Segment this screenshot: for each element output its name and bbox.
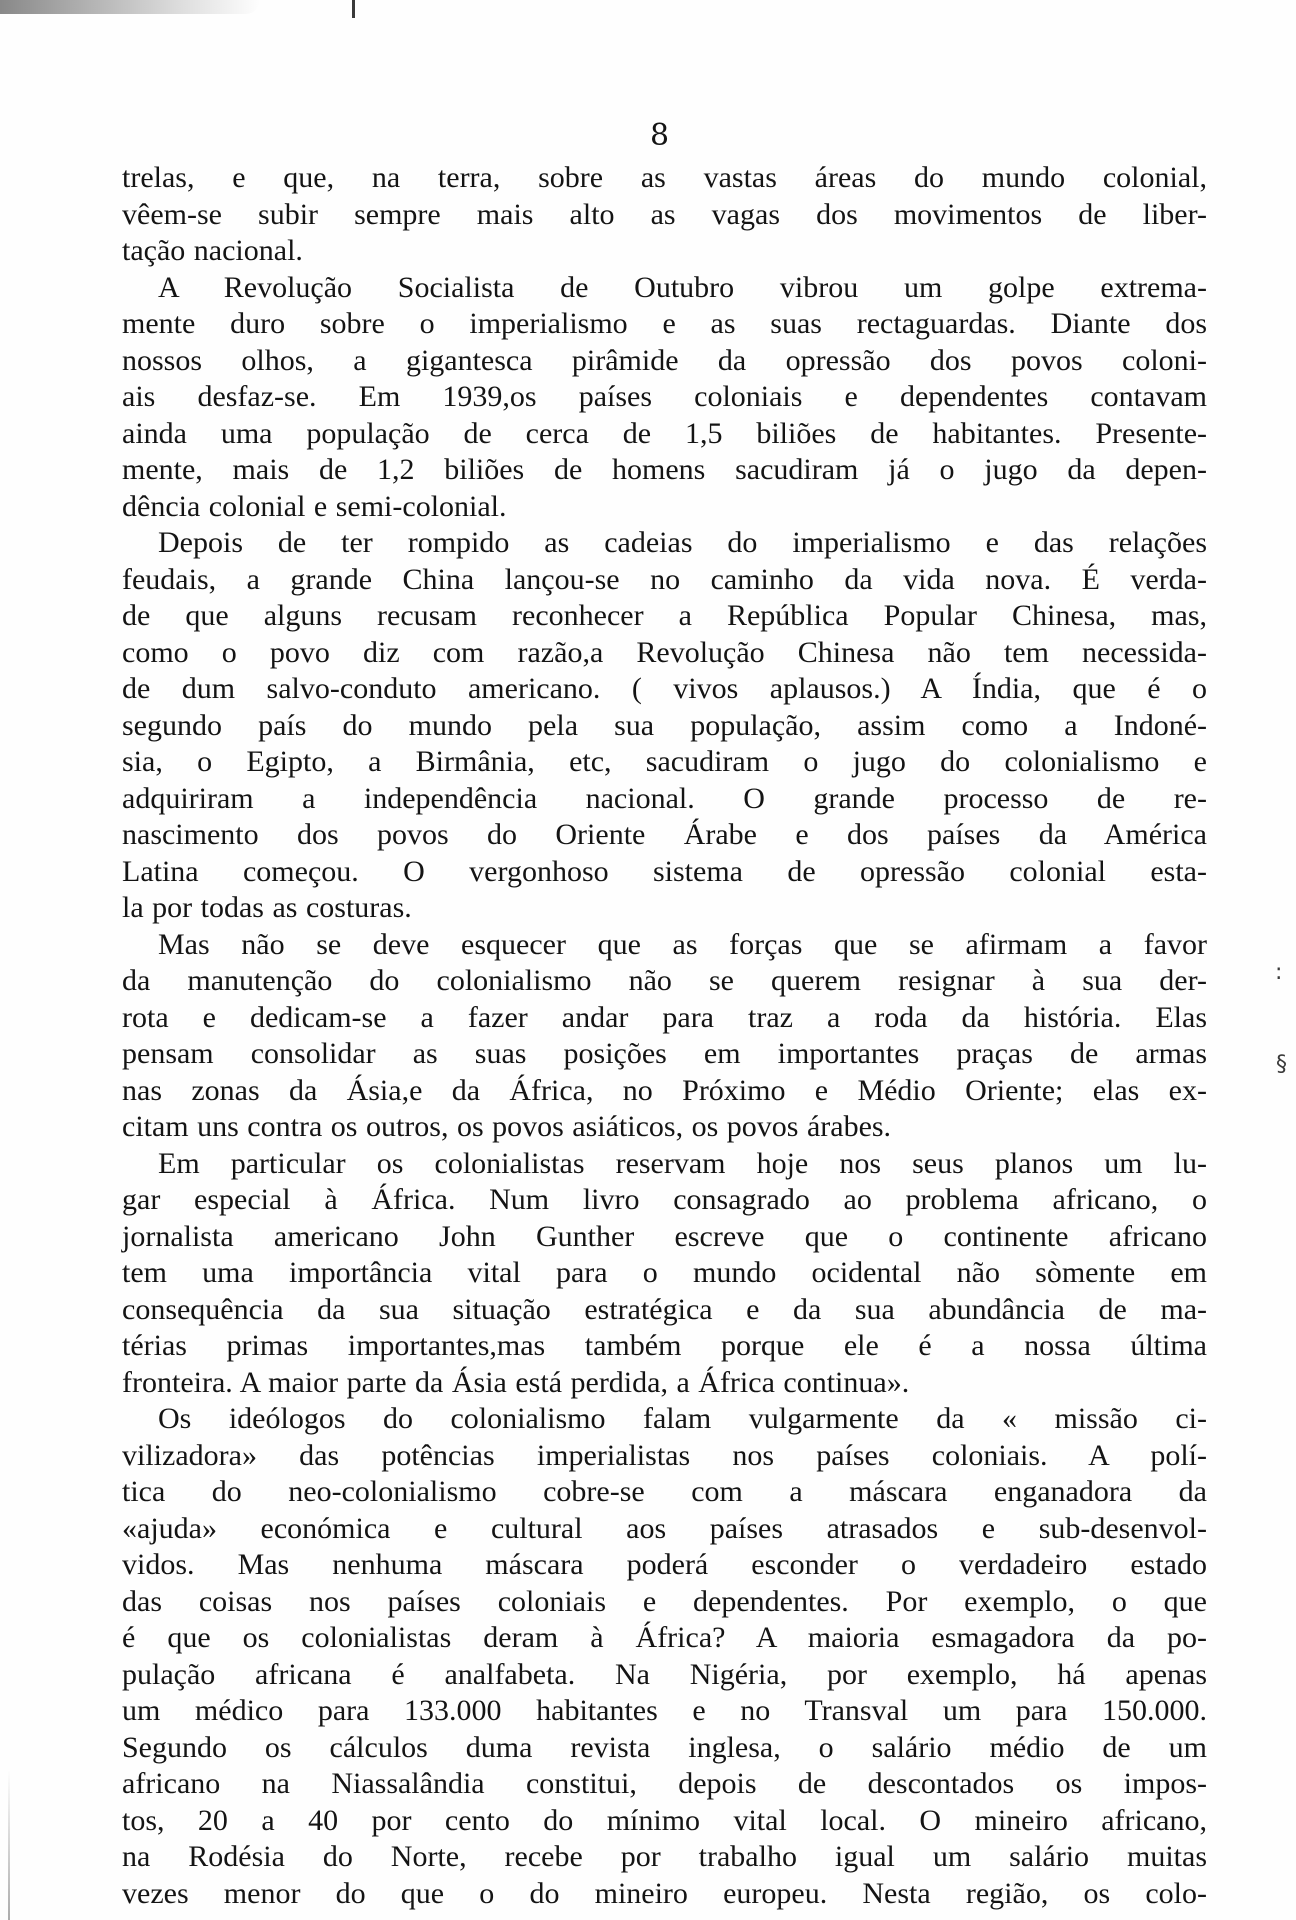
text-line: é que os colonialistas deram à África? A maioria esmagadora da po- [122,1621,1207,1654]
text-line: pulação africana é analfabeta. Na Nigéria, por exemplo, há apenas [122,1657,1207,1691]
text-line: vezes menor do que o do mineiro europeu. Nesta região, os colo- [122,1876,1207,1910]
text-line: feudais, a grande China lançou-se no caminho da vida nova. É verda- [122,562,1207,596]
text-line: tica do neo-colonialismo cobre-se com a máscara enganadora da [122,1475,1207,1508]
text-line: A Revolução Socialista de Outubro vibrou um golpe extrema- [158,270,1207,304]
scan-edge-shadow [8,1770,10,1920]
text-line: da manutenção do colonialismo não se querem resignar à sua der- [122,964,1207,997]
text-line: adquiriram a independência nacional. O grande processo de re- [122,781,1207,815]
text-line: como o povo diz com razão,a Revolução Chinesa não tem necessida- [122,635,1207,669]
text-line: mente duro sobre o imperialismo e as suas rectaguardas. Diante dos [122,307,1207,340]
text-line: Latina começou. O vergonhoso sistema de opressão colonial esta- [122,854,1207,888]
margin-mark: § [1276,1052,1287,1077]
text-line: tação nacional. [122,234,303,267]
scan-tick-mark [352,0,355,18]
text-line: rota e dedicam-se a fazer andar para traz a roda da história. Elas [122,1000,1207,1034]
text-line: africano na Niassalândia constitui, depois de descontados os impos- [122,1767,1207,1800]
text-line: vidos. Mas nenhuma máscara poderá esconder o verdadeiro estado [122,1548,1207,1581]
text-line: dência colonial e semi-colonial. [122,489,507,523]
text-line: citam uns contra os outros, os povos asiáticos, os povos árabes. [122,1110,892,1143]
text-line: sia, o Egipto, a Birmânia, etc, sacudiram o jugo do colonialismo e [122,745,1207,778]
text-line: térias primas importantes,mas também porque ele é a nossa última [122,1329,1207,1362]
text-line: de dum salvo-conduto americano. ( vivos aplausos.) A Índia, que é o [122,672,1207,705]
page-number: 8 [649,118,671,153]
text-line: tem uma importância vital para o mundo ocidental não sòmente em [122,1256,1207,1289]
text-line: nas zonas da Ásia,e da África, no Próximo e Médio Oriente; elas ex- [122,1073,1207,1107]
text-line: Em particular os colonialistas reservam hoje nos seus planos um lu- [158,1146,1207,1180]
text-line: vilizadora» das potências imperialistas nos países coloniais. A polí- [122,1438,1207,1472]
text-line: tos, 20 a 40 por cento do mínimo vital local. O mineiro africano, [122,1803,1207,1837]
text-line: «ajuda» económica e cultural aos países atrasados e sub-desenvol- [122,1511,1207,1545]
text-line: pensam consolidar as suas posições em importantes praças de armas [122,1037,1207,1070]
text-line: das coisas nos países coloniais e dependentes. Por exemplo, o que [122,1584,1207,1618]
text-line: na Rodésia do Norte, recebe por trabalho igual um salário muitas [122,1840,1207,1873]
margin-mark: : [1275,960,1283,985]
text-line: jornalista americano John Gunther escreve que o continente africano [122,1219,1207,1253]
text-line: nossos olhos, a gigantesca pirâmide da opressão dos povos coloni- [122,343,1207,377]
text-line: fronteira. A maior parte da Ásia está perdida, a África continua». [122,1365,910,1399]
text-line: vêem-se subir sempre mais alto as vagas dos movimentos de liber- [122,197,1207,231]
text-line: la por todas as costuras. [122,891,412,924]
text-line: gar especial à África. Num livro consagrado ao problema africano, o [122,1183,1207,1216]
text-line: consequência da sua situação estratégica e da sua abundância de ma- [122,1292,1207,1326]
text-line: Mas não se deve esquecer que as forças que se afirmam a favor [158,927,1207,961]
text-line: Os ideólogos do colonialismo falam vulgarmente da « missão ci- [158,1402,1207,1435]
text-line: Segundo os cálculos duma revista inglesa, o salário médio de um [122,1730,1207,1764]
text-line: de que alguns recusam reconhecer a República Popular Chinesa, mas, [122,599,1207,632]
text-line: mente, mais de 1,2 biliões de homens sacudiram já o jugo da depen- [122,453,1207,486]
text-line: trelas, e que, na terra, sobre as vastas áreas do mundo colonial, [122,161,1207,194]
text-line: nascimento dos povos do Oriente Árabe e dos países da América [122,818,1207,851]
text-line: Depois de ter rompido as cadeias do imperialismo e das relações [158,526,1207,559]
text-line: ainda uma população de cerca de 1,5 biliões de habitantes. Presente- [122,416,1207,450]
body-text [122,160,1207,1912]
scan-smudge [0,0,260,14]
text-line: segundo país do mundo pela sua população, assim como a Indoné- [122,708,1207,742]
text-line: ais desfaz-se. Em 1939,os países coloniais e dependentes contavam [122,380,1207,413]
text-line: um médico para 133.000 habitantes e no Transval um para 150.000. [122,1694,1207,1727]
